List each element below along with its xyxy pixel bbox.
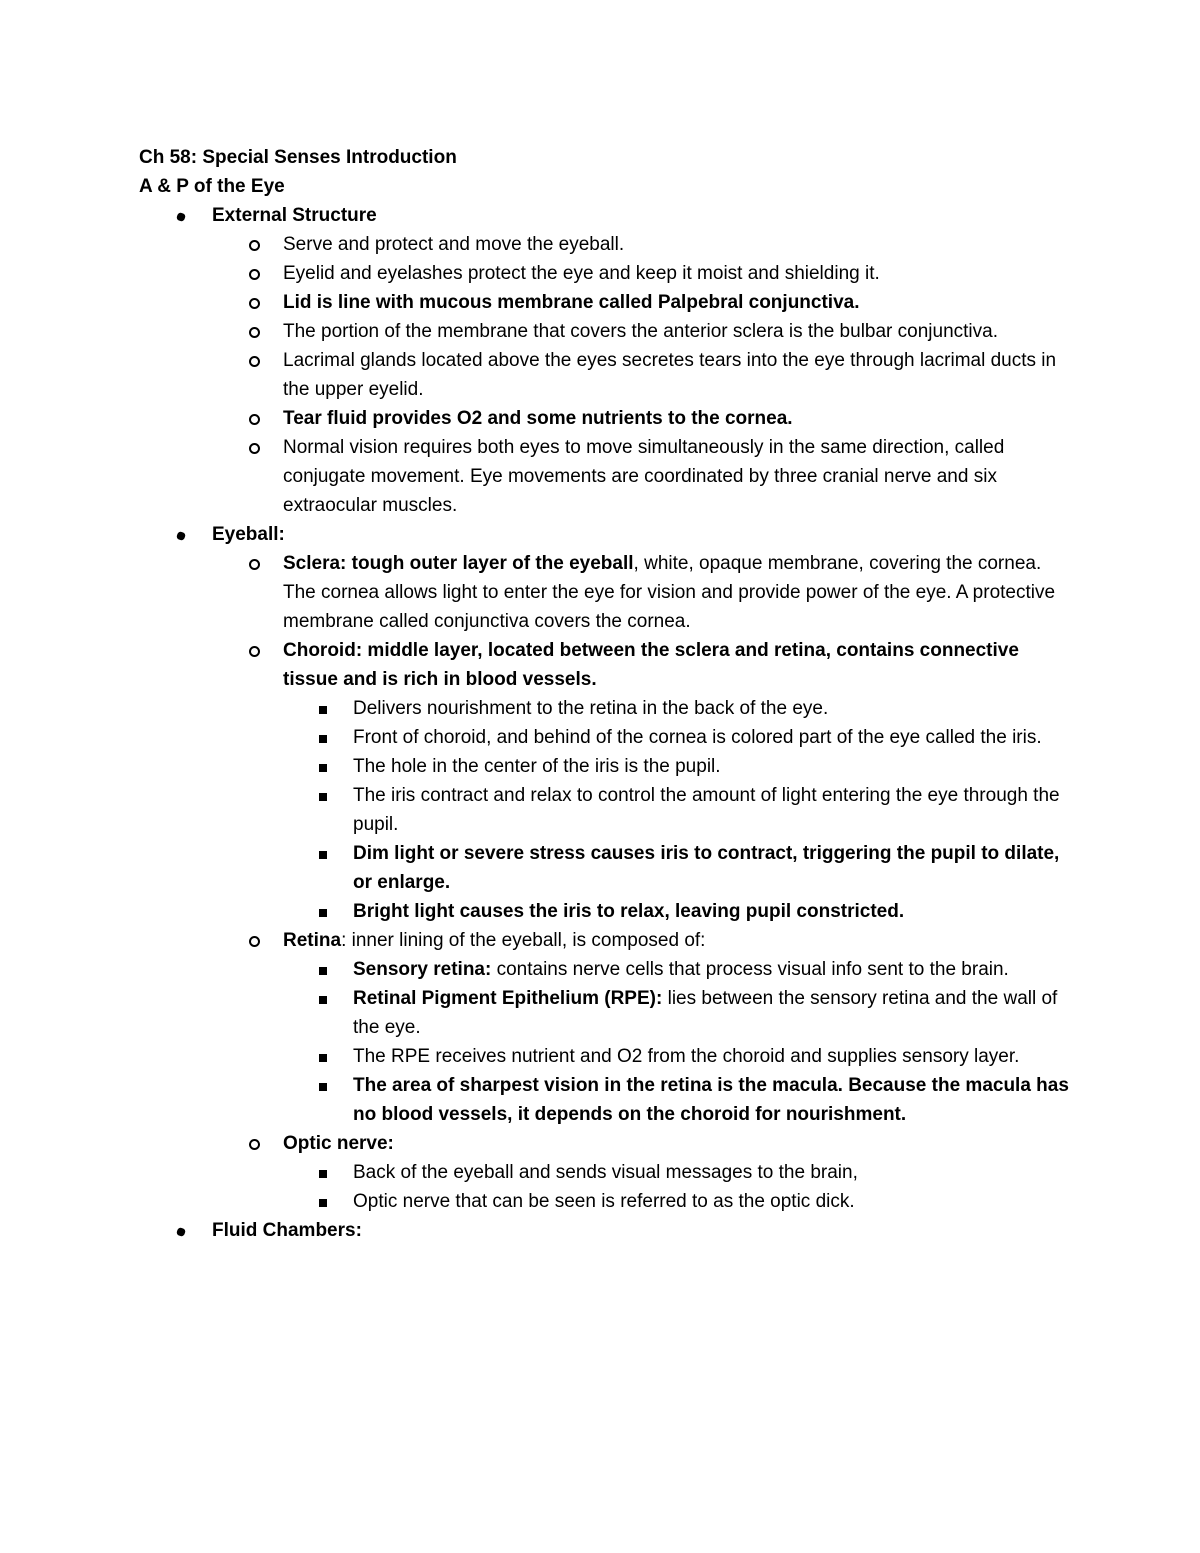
sclera-description: , white, opaque membrane, covering the cornea. The cornea allows light to enter the eye for vision and provide power of the eye. A protective membrane called conjunctiva covers the cornea.	[283, 553, 1056, 632]
document-title: Ch 58: Special Senses Introduction	[139, 147, 457, 168]
circle-bullet-icon	[249, 559, 260, 570]
circle-bullet-icon	[249, 1139, 260, 1150]
sub-item-term: Sensory retina:	[353, 959, 492, 980]
square-bullet-icon	[319, 793, 327, 801]
square-bullet-icon	[319, 735, 327, 743]
circle-bullet-icon	[249, 269, 260, 280]
list-item-text: Normal vision requires both eyes to move simultaneously in the same direction, called conjugate movement. Eye movements are coordinated by three cranial nerve and six extraocular muscles.	[283, 437, 1005, 516]
section-heading-text: Eyeball:	[212, 524, 285, 545]
sub-list-item	[139, 1158, 1069, 1187]
bullet-icon	[176, 531, 186, 541]
document-subtitle: A & P of the Eye	[139, 176, 285, 197]
circle-bullet-icon	[249, 240, 260, 251]
sub-list-item	[139, 1071, 1069, 1129]
list-item-text: The portion of the membrane that covers the anterior sclera is the bulbar conjunctiva.	[283, 321, 998, 342]
square-bullet-icon	[319, 967, 327, 975]
section-heading-eyeball	[139, 520, 1069, 549]
sub-list-item-text: The hole in the center of the iris is the pupil.	[353, 756, 721, 777]
list-item-text: Serve and protect and move the eyeball.	[283, 234, 625, 255]
section-heading-external-structure	[139, 201, 1069, 230]
circle-bullet-icon	[249, 443, 260, 454]
square-bullet-icon	[319, 706, 327, 714]
section-heading-text: External Structure	[212, 205, 377, 226]
sub-list-item-text: The iris contract and relax to control the amount of light entering the eye through the pupil.	[353, 785, 1060, 835]
list-item	[139, 346, 1069, 404]
retina-term: Retina	[283, 930, 342, 951]
sub-list-item	[139, 694, 1069, 723]
list-item	[139, 230, 1069, 259]
sclera-term: Sclera: tough outer layer of the eyeball	[283, 553, 634, 574]
sub-item-description: The RPE receives nutrient and O2 from the choroid and supplies sensory layer.	[353, 1046, 1020, 1067]
square-bullet-icon	[319, 909, 327, 917]
list-item-optic-nerve	[139, 1129, 1069, 1158]
sub-list-item	[139, 1187, 1069, 1216]
sub-item-term: Retinal Pigment Epithelium (RPE):	[353, 988, 663, 1009]
sub-list-item-text: Front of choroid, and behind of the cornea is colored part of the eye called the iris.	[353, 727, 1042, 748]
section-heading-fluid-chambers	[139, 1216, 1069, 1245]
sub-list-item	[139, 839, 1069, 897]
sub-list-item	[139, 752, 1069, 781]
optic-nerve-text: Optic nerve:	[283, 1133, 394, 1154]
list-item	[139, 317, 1069, 346]
section-heading-text: Fluid Chambers:	[212, 1220, 362, 1241]
circle-bullet-icon	[249, 646, 260, 657]
sub-list-item-text: Back of the eyeball and sends visual messages to the brain,	[353, 1162, 858, 1183]
sub-list-item	[139, 781, 1069, 839]
circle-bullet-icon	[249, 936, 260, 947]
circle-bullet-icon	[249, 298, 260, 309]
circle-bullet-icon	[249, 414, 260, 425]
square-bullet-icon	[319, 851, 327, 859]
sub-list-item-text: Optic nerve that can be seen is referred to as the optic dick.	[353, 1191, 855, 1212]
list-item	[139, 288, 1069, 317]
list-item-sclera	[139, 549, 1069, 636]
retina-description: : inner lining of the eyeball, is composed of:	[341, 930, 706, 951]
list-item-choroid	[139, 636, 1069, 694]
sub-item-description: lies between the sensory retina and the wall of the eye.	[353, 988, 1058, 1038]
list-item-retina	[139, 926, 1069, 955]
sub-list-item-text: Delivers nourishment to the retina in the back of the eye.	[353, 698, 829, 719]
sub-list-item	[139, 723, 1069, 752]
sub-item-description: contains nerve cells that process visual info sent to the brain.	[491, 959, 1009, 980]
circle-bullet-icon	[249, 327, 260, 338]
sub-list-item	[139, 955, 1069, 984]
list-item	[139, 259, 1069, 288]
sub-item-term: The area of sharpest vision in the retina is the macula. Because the macula has no blood vessels, it depends on the choroid for nourishment.	[353, 1075, 1069, 1125]
square-bullet-icon	[319, 764, 327, 772]
sub-list-item-text: Bright light causes the iris to relax, leaving pupil constricted.	[353, 901, 905, 922]
square-bullet-icon	[319, 1199, 327, 1207]
list-item-text: Tear fluid provides O2 and some nutrients to the cornea.	[283, 408, 793, 429]
list-item-text: Eyelid and eyelashes protect the eye and keep it moist and shielding it.	[283, 263, 880, 284]
list-item-text: Lacrimal glands located above the eyes secretes tears into the eye through lacrimal ducts in the upper eyelid.	[283, 350, 1057, 400]
square-bullet-icon	[319, 1083, 327, 1091]
square-bullet-icon	[319, 996, 327, 1004]
bullet-icon	[176, 212, 186, 222]
square-bullet-icon	[319, 1054, 327, 1062]
document-content	[139, 143, 1069, 1245]
choroid-text: Choroid: middle layer, located between the sclera and retina, contains connective tissue and is rich in blood vessels.	[283, 640, 1019, 690]
list-item	[139, 404, 1069, 433]
list-item-text: Lid is line with mucous membrane called Palpebral conjunctiva.	[283, 292, 860, 313]
square-bullet-icon	[319, 1170, 327, 1178]
sub-list-item-text: Dim light or severe stress causes iris to contract, triggering the pupil to dilate, or enlarge.	[353, 843, 1060, 893]
circle-bullet-icon	[249, 356, 260, 367]
bullet-icon	[176, 1227, 186, 1237]
sub-list-item	[139, 897, 1069, 926]
sub-list-item	[139, 984, 1069, 1042]
sub-list-item	[139, 1042, 1069, 1071]
list-item	[139, 433, 1069, 520]
